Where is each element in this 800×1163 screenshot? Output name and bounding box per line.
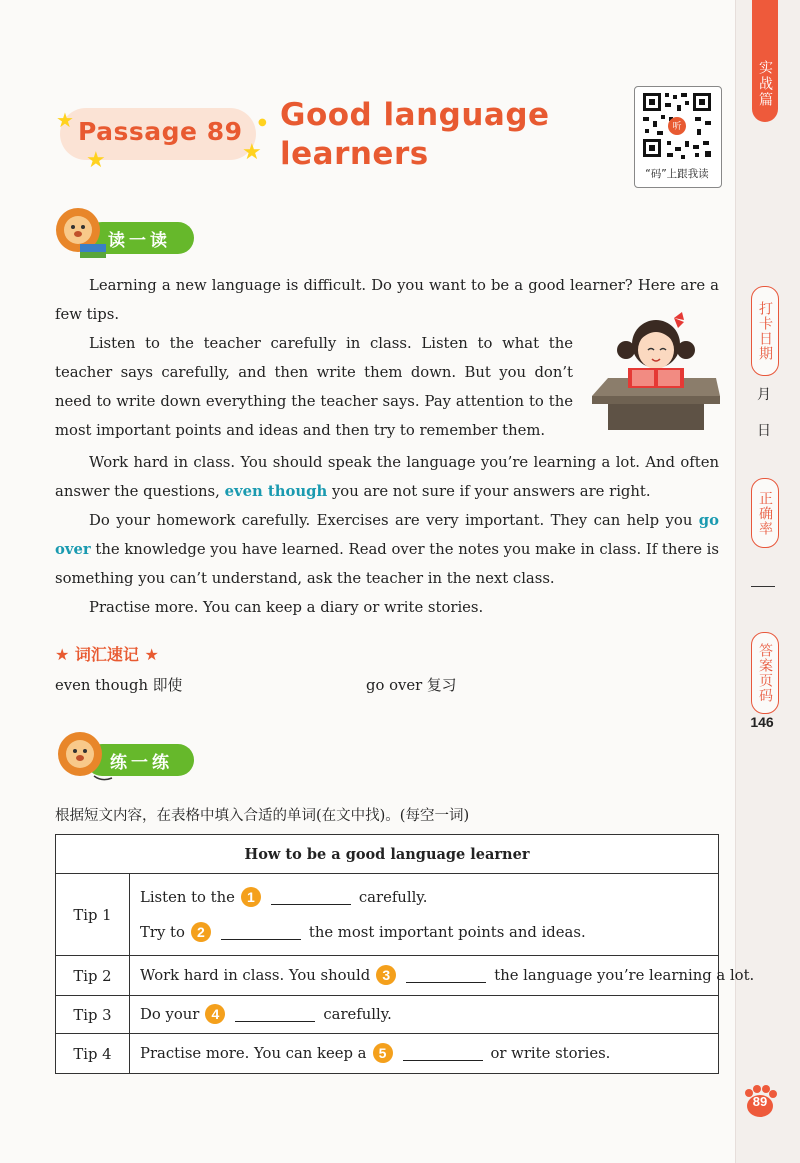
tip3-text-b: carefully.	[323, 1005, 392, 1023]
tip-label: Tip 4	[56, 1034, 130, 1074]
passage-paragraph-1: Learning a new language is difficult. Do you want to be a good learner? Here are a few tips.	[55, 277, 719, 323]
highlight-even-though: even though	[224, 483, 328, 500]
answer-blank-2[interactable]	[221, 925, 301, 940]
tip2-text-a: Work hard in class. You should	[140, 966, 371, 984]
star-icon: ●	[258, 117, 267, 128]
passage-number: Passage 89	[78, 117, 243, 146]
tip1-line1-text-b: carefully.	[358, 888, 428, 906]
answer-blank-1[interactable]	[271, 890, 351, 905]
tip2-text-b: the language you’re learning a lot.	[494, 966, 755, 984]
table-row	[56, 873, 718, 956]
table-row	[56, 1033, 718, 1074]
accuracy-label: 正确率	[757, 490, 773, 536]
accuracy-line	[751, 586, 775, 587]
passage-paragraph-3	[55, 448, 719, 506]
tip3-text-a: Do your	[140, 1005, 200, 1023]
answer-page-label: 答案页码	[757, 643, 773, 703]
tip4-line	[140, 1043, 610, 1063]
answer-blank-5[interactable]	[403, 1046, 483, 1061]
read-section-label: 读一读	[108, 230, 171, 251]
passage-paragraph-5: Practise more. You can keep a diary or write stories.	[89, 599, 484, 616]
title-line-2: learners	[280, 136, 429, 172]
exercise-instruction: 根据短文内容，在表格中填入合适的单词(在文中找)。(每空一词)	[55, 808, 470, 824]
blank-number-1: 1	[241, 887, 261, 907]
month-label: 月	[757, 387, 771, 403]
star-icon: ★	[56, 108, 74, 132]
qr-caption: “码”上跟我读	[645, 168, 709, 180]
tip4-text-b: or write stories.	[490, 1044, 611, 1062]
accuracy-pill	[751, 478, 779, 548]
lion-reading-icon	[50, 204, 112, 266]
answer-page-number: 146	[750, 714, 774, 730]
passage-paragraph-2: Listen to the teacher carefully in class. Listen to what the teacher says carefully, and then write them down. But you don’t need to write down everything the teacher says. Pay attention to the most important points and ideas and then try to remember them.	[55, 335, 573, 439]
tip2-line	[140, 965, 754, 985]
table-title: How to be a good language learner	[244, 845, 530, 863]
tip1-line2-text-b: the most important points and ideas.	[308, 923, 586, 941]
p4-text-b: the knowledge you have learned. Read over the notes you make in class. If there is something you can’t understand, ask the teacher in the next class.	[55, 541, 719, 587]
vocab-item-even-though: even though 即使	[55, 677, 183, 694]
tip-label: Tip 1	[56, 874, 130, 956]
section-tab	[752, 0, 778, 122]
day-label: 日	[757, 423, 771, 439]
blank-number-2: 2	[191, 922, 211, 942]
table-row	[56, 955, 755, 996]
answer-blank-3[interactable]	[406, 968, 486, 983]
page-title	[280, 96, 610, 174]
p3-text-a: Work hard in class. You should speak the language you’re learning a lot. And often answer the questions,	[55, 454, 719, 500]
star-icon: ★	[86, 148, 106, 173]
answer-blank-4[interactable]	[235, 1007, 315, 1022]
blank-number-4: 4	[205, 1004, 225, 1024]
table-row	[56, 995, 718, 1034]
tip-label: Tip 3	[56, 996, 130, 1034]
side-margin-strip	[735, 0, 800, 1163]
vocab-item-go-over: go over 复习	[366, 677, 457, 694]
blank-number-3: 3	[376, 965, 396, 985]
lion-icon	[54, 726, 116, 788]
checkin-date-pill	[751, 286, 779, 376]
tip1-line1	[140, 887, 427, 907]
tip1-line2-text-a: Try to	[140, 923, 185, 941]
p4-text-a: Do your homework carefully. Exercises are very important. They can help you	[89, 512, 699, 529]
checkin-date-label: 打卡日期	[757, 301, 773, 361]
tip-label: Tip 2	[56, 956, 130, 996]
tip1-line1-text-a: Listen to the	[140, 888, 235, 906]
tip4-text-a: Practise more. You can keep a	[140, 1044, 367, 1062]
tip1-line2	[140, 922, 586, 942]
page-number: 89	[752, 1094, 768, 1109]
vocab-title: ★ 词汇速记 ★	[55, 645, 159, 664]
blank-number-5: 5	[373, 1043, 393, 1063]
qr-listen-badge: 听	[672, 122, 682, 132]
p3-text-b: you are not sure if your answers are right.	[327, 483, 651, 500]
passage-paragraph-4	[55, 506, 719, 593]
tips-table	[55, 834, 755, 1074]
tip3-line	[140, 1004, 392, 1024]
highlight-go-over: go over	[55, 512, 719, 558]
star-icon: ★	[242, 140, 262, 165]
title-line-1: Good language	[280, 97, 550, 133]
practice-section-label: 练一练	[110, 752, 173, 773]
section-tab-label: 实战篇	[757, 60, 773, 108]
answer-page-pill	[751, 632, 779, 714]
